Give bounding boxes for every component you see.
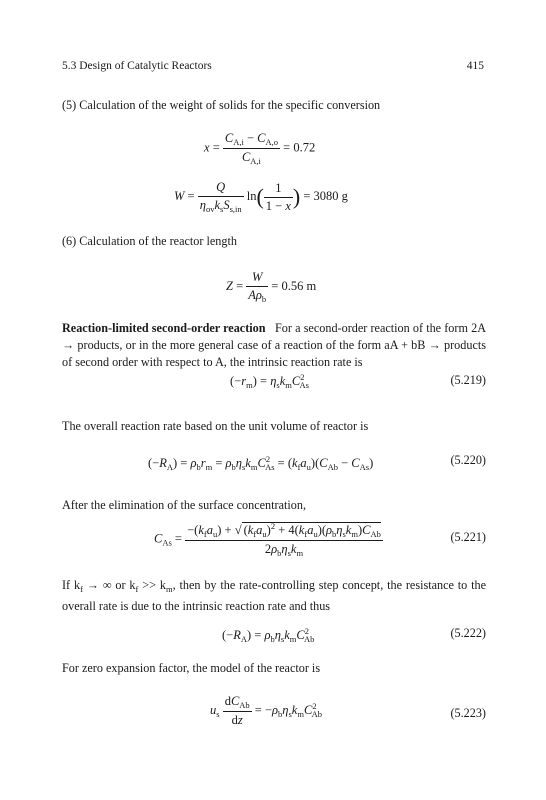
equation-number-5-223: (5.223)	[450, 706, 486, 720]
equation-number-5-222: (5.222)	[450, 626, 486, 640]
step-5-heading: (5) Calculation of the weight of solids for the specific conversion	[62, 98, 381, 112]
limit-text-part: >> k	[138, 578, 166, 592]
reactor-length-value: = 0.56 m	[271, 278, 317, 293]
after-elimination-text: After the elimination of the surface concentration,	[62, 498, 306, 512]
step-6-heading: (6) Calculation of the reactor length	[62, 234, 237, 248]
limited-rate-equation: $(-R_A) = \rho_b\eta_sk_mC^2_{Ab}$	[222, 626, 315, 644]
equation-number-5-221: (5.221)	[450, 530, 486, 544]
running-header-section: 5.3 Design of Catalytic Reactors	[62, 60, 212, 72]
second-order-intro-paragraph	[62, 320, 486, 371]
solids-weight-value: = 3080 g	[303, 188, 348, 203]
equation-number-5-219: (5.219)	[450, 373, 486, 387]
limit-text-part: → ∞ or k	[82, 578, 136, 592]
conversion-equation: x = $\frac{C_{A,i} - C_{A,o}}{C_{A,i}}$ = 0.72	[204, 131, 316, 166]
limit-text-part: , then by the rate-controlling step concept, the resistance to the overall rate is due to the intrinsic reaction rate and thus	[62, 578, 487, 613]
overall-rate-equation: $(-R_A) = \rho_br_m = \rho_b\eta_sk_mC^2_{As} = (k_fa_u)(C_{Ab} - C_{As})$	[148, 454, 374, 472]
intrinsic-rate-equation: $(-r_m) = \eta_sk_mC^2_{As}$	[230, 372, 309, 390]
section-heading: Reaction-limited second-order reaction	[62, 321, 266, 335]
solids-weight-equation: W = $\frac{Q}{\eta_{ov}k_sS_{s,in}}$ ln( $\frac{1}{1 - x}$ ) = 3080 g	[174, 180, 348, 214]
intro-text: For a second-order reaction of the form 2A → products, or in the more general case of a reaction of the form aA + bB → products of second order with respect to A, the intrinsic reaction rate is	[62, 321, 486, 369]
reactor-length-equation: Z = $\frac{W}{A\rho_b}$ = 0.56 m	[226, 270, 317, 304]
equation-number-5-220: (5.220)	[450, 453, 486, 467]
limit-text-part: If k	[62, 578, 81, 592]
reactor-model-equation: $u_s$ $\frac{dC_{Ab}}{dz}$ = $-\rho_b\eta_sk_mC^2_{Ab}$	[210, 694, 322, 727]
zero-expansion-text: For zero expansion factor, the model of the reactor is	[62, 661, 321, 675]
overall-rate-text: The overall reaction rate based on the unit volume of reactor is	[62, 419, 369, 433]
limit-case-paragraph: If $k_f$ → ∞ or $k_f >> k_m$, then by the rate-controlling step concept, the resistance to the overall rate is due to the intrinsic reaction rate and thus	[62, 578, 487, 613]
page-number: 415	[466, 60, 484, 72]
surface-concentration-equation: $C_{As}$ = $\frac{-(k_fa_u) + √ (k_fa_u)^2 + 4(k_fa_u)(\rho_b\eta_sk_m)C_{Ab}}{2\rho_b\eta_sk_m}$	[154, 521, 381, 558]
conversion-value: = 0.72	[283, 140, 316, 155]
